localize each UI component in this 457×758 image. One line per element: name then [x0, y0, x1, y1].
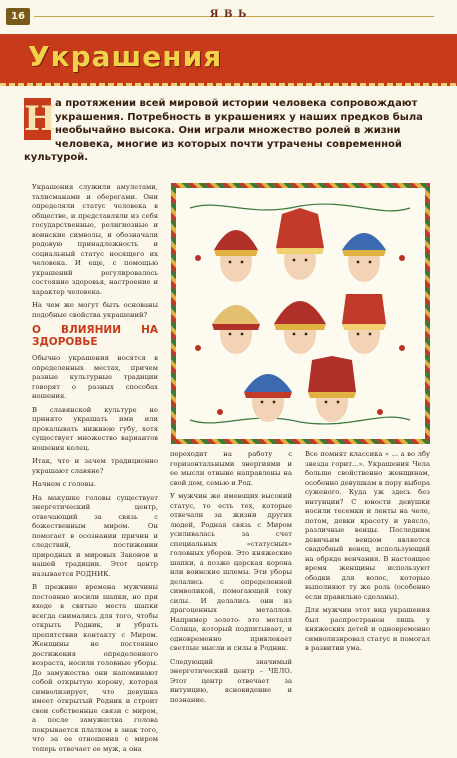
folk-headdress-illustration [171, 183, 430, 444]
dropcap: Н [24, 99, 57, 139]
paragraph: Украшения служили амулетами, талисманами и оберегами. Они определяли статус человека в обществе, и представляли из себя государственные, религиозные и воинские символы, и обозначали родовую принадлежность и социальный статус носящего их человека. И еще, с помощью украшений регулировалось состояние здоровья, настроение и характер человека. [32, 183, 158, 296]
headdress-portraits-icon [190, 198, 410, 430]
paragraph: Итак, что и зачем традиционно украшают славяне? [32, 457, 158, 475]
paragraph: В прежние времена мужчины постоянно носили шапки, но при входе в святые места шапки всегда снимались для того, чтобы открыть Родник, и убрать препятствия контакту с Миром. Женщины не постоянно достижения определенного возраста, носили головные уборы. До замужества они напоминают собой открытую корону, которая символизирует, что девушка имеет открытый Родник и строит свои собственные связи с миром, а после замужества голова покрывается платком в знак того, что за ее отношения с миром теперь отвечает ее муж, а она [32, 583, 158, 753]
paragraph: В славянской культуре не принято украшать ими или прокалывать нижнюю губу, хотя существует множество вариантов ношения колец. [32, 405, 158, 452]
text-column-2 [170, 450, 292, 709]
paragraph: На чем же могут быть основаны подобные свойства украшений? [32, 301, 158, 319]
paragraph: Для мужчин этот вид украшения был распространен лишь у княжеских детей и одновременно символизировал статус и помогал в развитии ума. [305, 606, 430, 652]
lead-text: а протяжении всей мировой истории человека сопровождают украшения. Потребность в украшениях у наших предков была необычайно высока. Они играли множество ролей в жизни человека, многие из которых почти утрачены современной культурой. [24, 98, 423, 163]
text-column-3 [305, 450, 430, 658]
paragraph: На макушке головы существует энергетический центр, отвечающий за связь с божественным миром. Он помогает в осознании причин и следствий, постижении природных и мировых Законов и нашей традиции. Этот центр называется РОДНИК. [32, 493, 158, 578]
page-header [0, 0, 457, 32]
paragraph: Все помнят классика « ... а во лбу звезда горит...». Украшения Чела больше свойственно женщинам, особенно девушкам в пору выбора суженого. Куда уж здесь без интуиции? С юности девушки носили тесемки и ленты на челе, потом, девки красоту и увясло, различные венцы. Последним девичьим венцом является свадебный венец, использующий на обряде венчания. В настоящее время женщины используют ободки для волос, которые выполняют ту же роль (особенно если правильно сделаны). [305, 450, 430, 601]
section-label: Я В Ь [209, 9, 248, 20]
page-title: Украшения [28, 40, 223, 73]
paragraph: Обычно украшения носятся в определенных местах, причем разные культурные традиции говорят о разных способах ношения. [32, 354, 158, 400]
paragraph: переходит на работу с горизонтальными энергиями и ее мысли отныне направлены на свой дом, семью и Род. [170, 450, 292, 487]
page-number: 16 [6, 8, 30, 25]
lead-paragraph [24, 97, 444, 165]
paragraph: Начнем с головы. [32, 480, 96, 488]
subheading: О ВЛИЯНИИ НА ЗДОРОВЬЕ [32, 324, 158, 348]
paragraph: Следующий значимый энергетический центр – ЧЕЛО. Этот центр отвечает за интуицию, ясновидение и познание. [170, 657, 292, 704]
paragraph: У мужчин же имеющих высокий статус, то есть тех, которые отвечали за жизни других людей, Родная связь с Миром усиливалась за счет специальных «статусных» головных уборов. Это княжеские шапки, а позже царская корона или воинские шлемы. Эти уборы делались с определенной символикой, помогающей току силы. И делались они из драгоценных металлов. Например золото- это металл Солнца, который подпитывает, и одновременно привлекает светлые мысли и силы в Родник. [170, 492, 292, 652]
text-column-1 [32, 183, 158, 758]
